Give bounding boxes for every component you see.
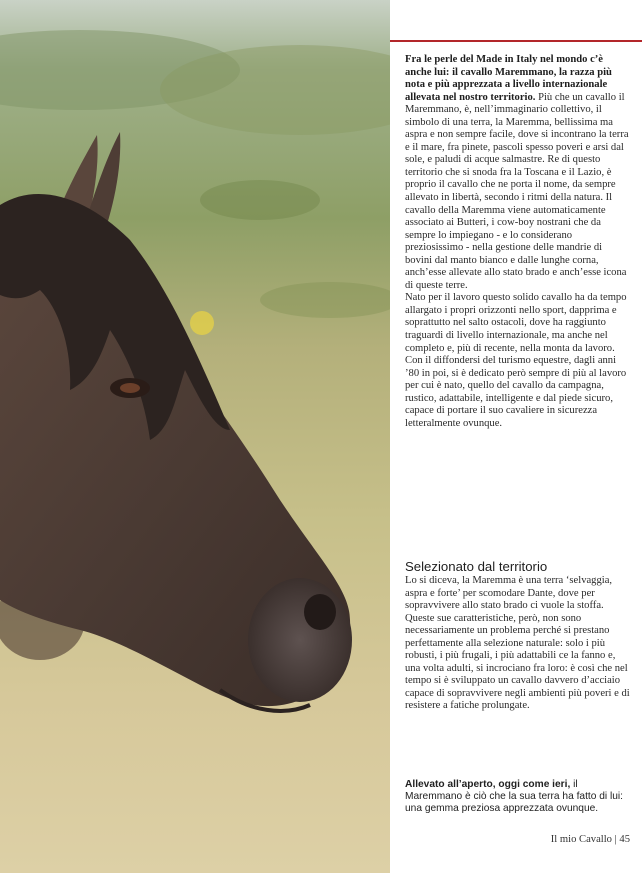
folio-separator: | — [611, 834, 620, 845]
section-heading: Selezionato dal territorio — [405, 559, 548, 574]
caption-bold: Allevato all’aperto, oggi come ieri, — [405, 779, 571, 790]
page-folio — [520, 834, 630, 845]
article-paragraph-1 — [405, 54, 631, 292]
article-body — [405, 54, 631, 430]
caption-text: il Maremmano è ciò che la sua terra ha fatto di lui: una gemma preziosa apprezzata ovunque. — [405, 779, 624, 814]
magazine-name: Il mio Cavallo — [550, 834, 612, 845]
photo-caption — [405, 779, 631, 815]
paragraph-1-text: Più che un cavallo il Maremmano, è, nell’immaginario collettivo, il simbolo di una terra, la Maremma, bellissima ma aspra e non sempre facile, dove si incontrano la terra e il mare, fra pinete, pascoli spesso poveri e arsi dal sole, e paludi di acque salmastre. Re di questo territorio che si snoda fra la Toscana e il Lazio, è proprio il cavallo che ne porta il nome, da sempre allevato in libertà, secondo i ritmi della natura. Il cavallo della Maremma viene automaticamente associato ai Butteri, i cow-boy nostrani che da sempre lo impiegano - e lo considerano preziosissimo - nella gestione delle mandrie di bovini dal manto bianco e dalle lunghe corna, anch’esse allevate allo stato brado e anch’esse icona di queste terre. — [405, 91, 629, 291]
article-body-section — [405, 575, 631, 713]
accent-rule — [390, 40, 642, 42]
lead-text: Fra le perle del Made in Italy nel mondo c’è anche lui: il cavallo Maremmano, la razza più nota e più apprezzata a livello internazionale allevata nel nostro territorio. — [405, 54, 612, 103]
article-paragraph-2: Nato per il lavoro questo solido cavallo ha da tempo allargato i propri orizzonti nello sport, dapprima e soprattutto nel salto ostacoli, dove ha raggiunto traguardi di livello internazionale, ma anche nel completo e, più di recente, nella monta da lavoro. Con il diffondersi del turismo equestre, dagli anni ’80 in poi, si è dedicato però sempre di più al lavoro per cui è nato, quello del cavallo da campagna, rustico, adattabile, intelligente e dal piede sicuro, capace di portare il suo cavaliere in sicurezza letteralmente ovunque. — [405, 292, 627, 429]
page-number: 45 — [619, 834, 630, 845]
article-paragraph-3: Lo si diceva, la Maremma è una terra ‘selvaggia, aspra e forte’ per scomodare Dante, dove per sopravvivere allo stato brado ci vuole la stoffa. Queste sue caratteristiche, però, non sono necessariamente un problema perché si prestano perfettamente alla selezione naturale: solo i più robusti, i più frugali, i più adattabili ce la fanno e, una volta adulti, si incrociano fra loro: è così che nel tempo si è sviluppato un cavallo davvero d’acciaio capace di sopravvivere negli ambienti più poveri e di resistere a fatiche prolungate. — [405, 575, 630, 712]
